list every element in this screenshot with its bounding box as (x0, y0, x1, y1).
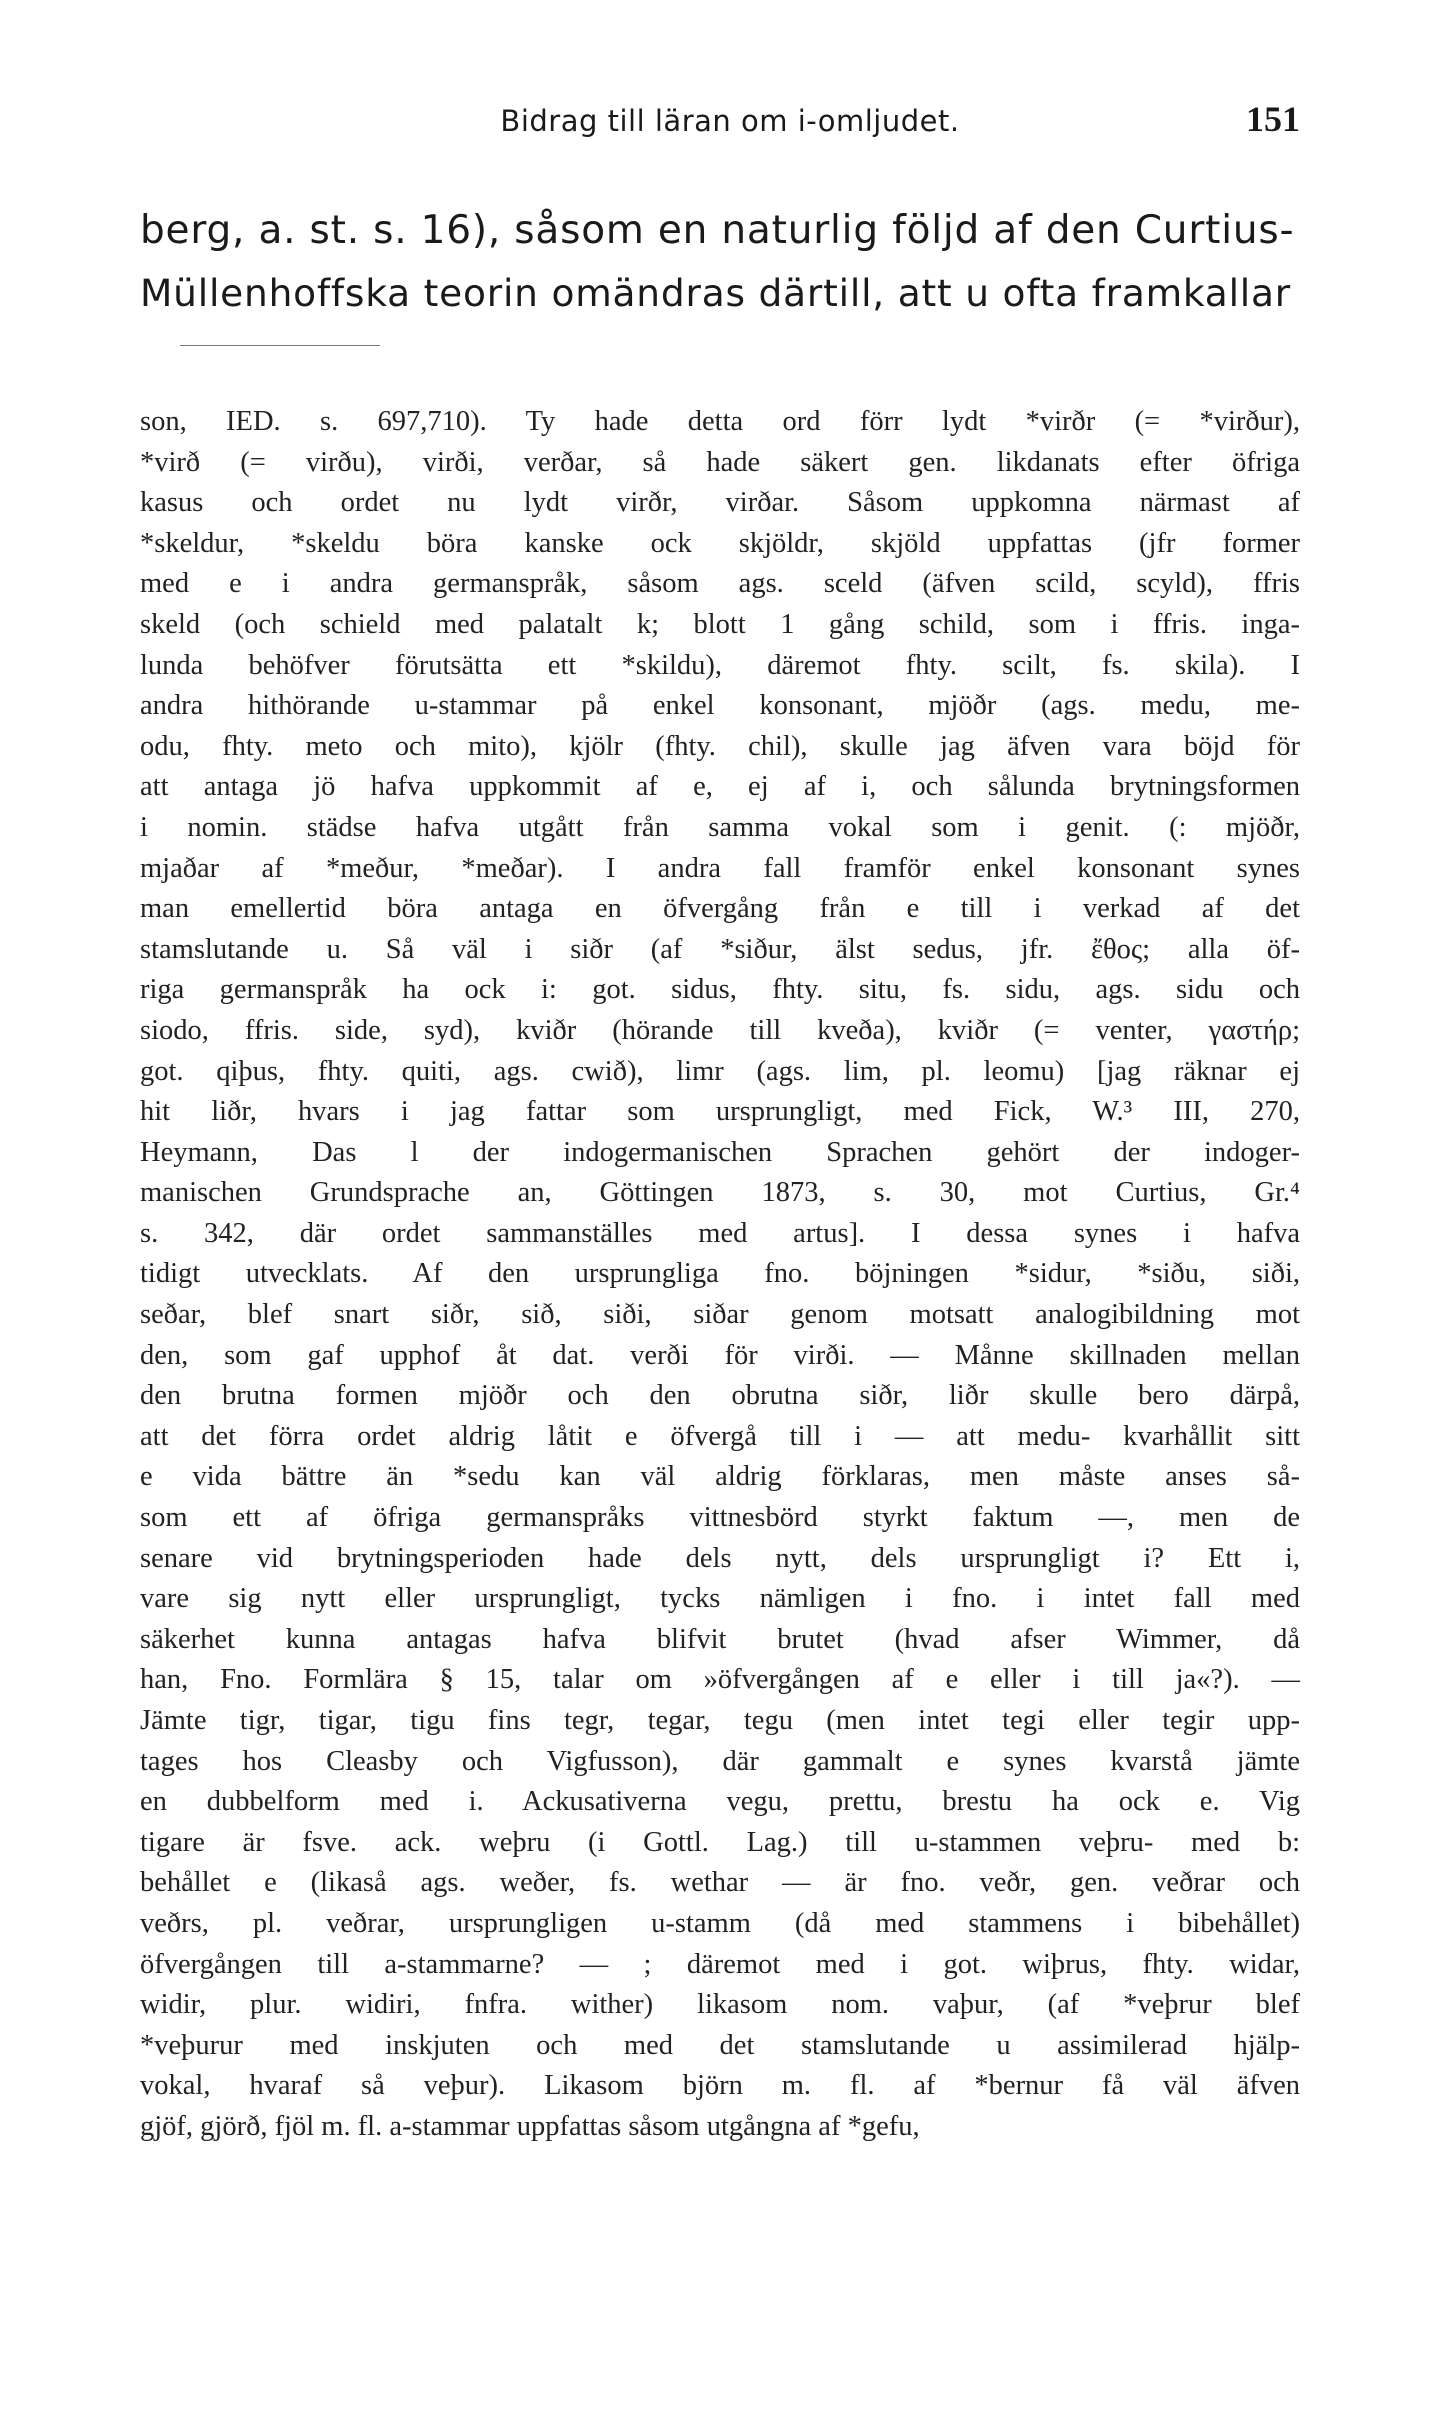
running-title: Bidrag till läran om i-omljudet. (500, 104, 960, 138)
footnote-line: son, IED. s. 697,710). Ty hade detta ord förr lydt *virðr (= *virður), (140, 406, 1300, 437)
footnote-line: att det förra ordet aldrig låtit e öfvergå till i — att medu- kvarhållit sitt (140, 1420, 1300, 1452)
footnote-line: senare vid brytningsperioden hade dels nytt, dels ursprungligt i? Ett i, (140, 1542, 1300, 1574)
footnote-line: vokal, hvaraf så veþur). Likasom björn m. fl. af *bernur få väl äfven (140, 2070, 1300, 2102)
footnote-line: odu, fhty. meto och mito), kjölr (fhty. chil), skulle jag äfven vara böjd för (140, 730, 1300, 762)
footnote-line: veðrs, pl. veðrar, ursprungligen u-stamm (då med stammens i bibehållet) (140, 1907, 1300, 1939)
footnote-line: den, som gaf upphof åt dat. verði för virði. — Månne skillnaden mellan (140, 1339, 1300, 1371)
footnote-line: tigare är fsve. ack. weþru (i Gottl. Lag.) till u-stammen veþru- med b: (140, 1826, 1300, 1858)
footnote-line: gjöf, gjörð, fjöl m. fl. a-stammar uppfattas såsom utgångna af *gefu, (140, 2110, 920, 2142)
footnote-line: *skeldur, *skeldu böra kanske ock skjöldr, skjöld uppfattas (jfr former (140, 527, 1300, 559)
page-number: 151 (1246, 99, 1300, 139)
footnote-line: att antaga jö hafva uppkommit af e, ej af i, och sålunda brytningsformen (140, 771, 1300, 803)
footnote-line: *veþurur med inskjuten och med det stamslutande u assimilerad hjälp- (140, 2029, 1300, 2061)
footnote-line: behållet e (likaså ags. weðer, fs. wethar — är fno. veðr, gen. veðrar och (140, 1867, 1300, 1899)
footnote-line: han, Fno. Formlära § 15, talar om »öfvergången af e eller i till ja«?). — (140, 1664, 1300, 1696)
footnote-line: den brutna formen mjöðr och den obrutna siðr, liðr skulle bero därpå, (140, 1380, 1300, 1412)
footnote-line: säkerhet kunna antagas hafva blifvit brutet (hvad afser Wimmer, då (140, 1623, 1300, 1655)
footnote-line: e vida bättre än *sedu kan väl aldrig förklaras, men måste anses så- (140, 1461, 1300, 1493)
footnote-line: got. qiþus, fhty. quiti, ags. cwið), limr (ags. lim, pl. leomu) [jag räknar ej (140, 1055, 1300, 1087)
footnote-line: Heymann, Das l der indogermanischen Sprachen gehört der indoger- (140, 1136, 1300, 1168)
footnote-rule (180, 345, 380, 346)
main-text-line: berg, a. st. s. 16), såsom en naturlig följd af den Curtius- (140, 208, 1295, 253)
footnote-line: seðar, blef snart siðr, sið, siði, siðar genom motsatt analogibildning mot (140, 1299, 1300, 1331)
footnote-line: stamslutande u. Så väl i siðr (af *siður, älst sedus, jfr. ἔθος; alla öf- (140, 933, 1300, 965)
footnote-line: *virð (= virðu), virði, verðar, så hade säkert gen. likdanats efter öfriga (140, 446, 1300, 478)
footnote-line: manischen Grundsprache an, Göttingen 1873, s. 30, mot Curtius, Gr.⁴ (140, 1177, 1300, 1209)
footnote-line: tidigt utvecklats. Af den ursprungliga fno. böjningen *sidur, *siðu, siði, (140, 1258, 1300, 1290)
footnote-line: en dubbelform med i. Ackusativerna vegu, prettu, brestu ha ock e. Vig (140, 1786, 1300, 1818)
main-text (140, 200, 1300, 324)
footnote-line: mjaðar af *meður, *meðar). I andra fall framför enkel konsonant synes (140, 852, 1300, 884)
footnote-line: tages hos Cleasby och Vigfusson), där gammalt e synes kvarstå jämte (140, 1745, 1300, 1777)
footnote-line: s. 342, där ordet sammanställes med artus]. I dessa synes i hafva (140, 1217, 1300, 1249)
footnote-line: med e i andra germanspråk, såsom ags. sceld (äfven scild, scyld), ffris (140, 568, 1300, 600)
footnote-line: widir, plur. widiri, fnfra. wither) likasom nom. vaþur, (af *veþrur blef (140, 1989, 1300, 2021)
footnote-line: riga germanspråk ha ock i: got. sidus, fhty. situ, fs. sidu, ags. sidu och (140, 974, 1300, 1006)
footnote-line: man emellertid böra antaga en öfvergång från e till i verkad af det (140, 893, 1300, 925)
footnote-line: lunda behöfver förutsätta ett *skildu), däremot fhty. scilt, fs. skila). I (140, 649, 1300, 681)
footnote-line: skeld (och schield med palatalt k; blott 1 gång schild, som i ffris. inga- (140, 608, 1300, 640)
running-head (160, 98, 1300, 148)
footnote-line: kasus och ordet nu lydt virðr, virðar. Såsom uppkomna närmast af (140, 487, 1300, 519)
footnote-line: vare sig nytt eller ursprungligt, tycks nämligen i fno. i intet fall med (140, 1583, 1300, 1615)
footnote-line: öfvergången till a-stammarne? — ; däremot med i got. wiþrus, fhty. widar, (140, 1948, 1300, 1980)
footnote-line: Jämte tigr, tigar, tigu fins tegr, tegar, tegu (men intet tegi eller tegir upp- (140, 1705, 1300, 1736)
footnote-line: andra hithörande u-stammar på enkel konsonant, mjöðr (ags. medu, me- (140, 690, 1300, 722)
footnote-line: som ett af öfriga germanspråks vittnesbörd styrkt faktum —, men de (140, 1502, 1300, 1534)
footnote-line: hit liðr, hvars i jag fattar som ursprungligt, med Fick, W.³ III, 270, (140, 1096, 1300, 1128)
footnote (140, 402, 1300, 2148)
footnote-line: i nomin. städse hafva utgått från samma vokal som i genit. (: mjöðr, (140, 811, 1300, 843)
main-text-line: Müllenhoffska teorin omändras därtill, att u ofta framkallar (140, 271, 1292, 315)
footnote-line: siodo, ffris. side, syd), kviðr (hörande till kveða), kviðr (= venter, γαστήρ; (140, 1014, 1300, 1046)
